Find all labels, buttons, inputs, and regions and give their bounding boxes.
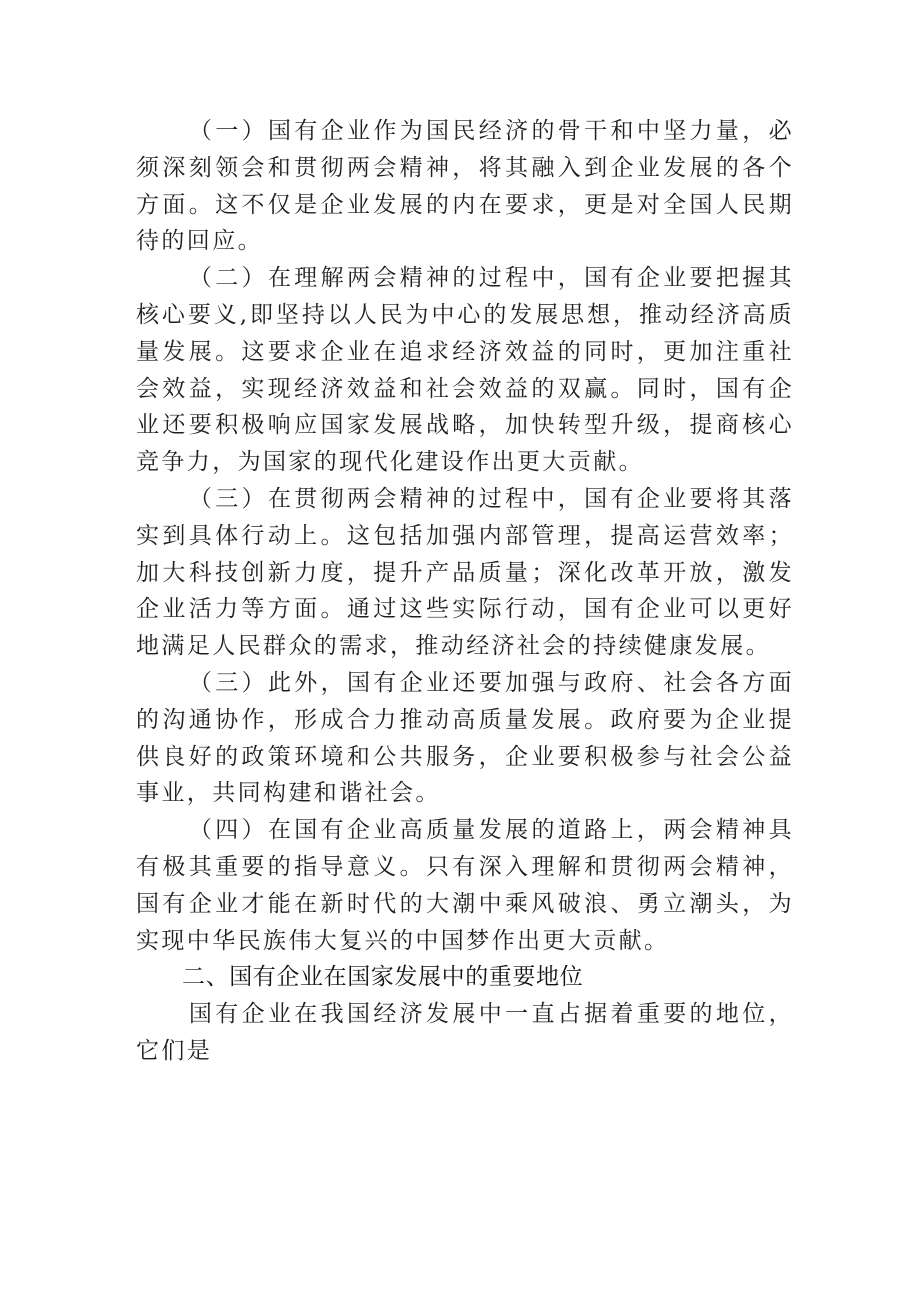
document-body (136, 113, 794, 1070)
paragraph-5: （四）在国有企业高质量发展的道路上，两会精神具有极其重要的指导意义。只有深入理解和贯彻两会精神，国有企业才能在新时代的大潮中乘风破浪、勇立潮头，为实现中华民族伟大复兴的中国梦作出更大贡献。 (136, 817, 794, 954)
paragraph-3: （三）在贯彻两会精神的过程中，国有企业要将其落实到具体行动上。这包括加强内部管理，提高运营效率；加大科技创新力度，提升产品质量；深化改革开放，激发企业活力等方面。通过这些实际行动，国有企业可以更好地满足人民群众的需求，推动经济社会的持续健康发展。 (136, 485, 794, 660)
section-heading: 二、国有企业在国家发展中的重要地位 (182, 964, 584, 991)
trailing-paragraph: 国有企业在我国经济发展中一直占据着重要的地位，它们是 (136, 1001, 794, 1064)
paragraph-2: （二）在理解两会精神的过程中，国有企业要把握其核心要义,即坚持以人民为中心的发展思想，推动经济高质量发展。这要求企业在追求经济效益的同时，更加注重社会效益，实现经济效益和社会效益的双赢。同时，国有企业还要积极响应国家发展战略，加快转型升级，提商核心竞争力，为国家的现代化建设作出更大贡献。 (136, 265, 794, 476)
paragraph-4: （三）此外，国有企业还要加强与政府、社会各方面的沟通协作，形成合力推动高质量发展。政府要为企业提供良好的政策环境和公共服务，企业要积极参与社会公益事业，共同构建和谐社会。 (136, 669, 794, 807)
paragraph-1: （一）国有企业作为国民经济的骨干和中坚力量，必须深刻领会和贯彻两会精神，将其融入到企业发展的各个方面。这不仅是企业发展的内在要求，更是对全国人民期待的回应。 (136, 118, 794, 255)
